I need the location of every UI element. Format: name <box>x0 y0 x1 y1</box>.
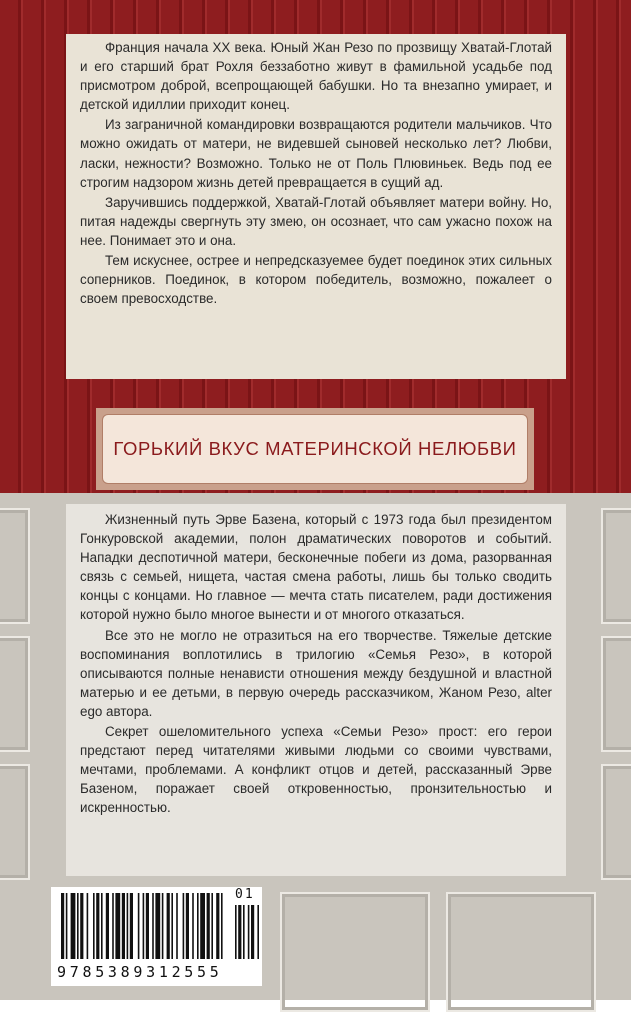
barcode-bar <box>167 893 170 959</box>
barcode-bar <box>207 893 210 959</box>
barcode-bar <box>155 893 160 959</box>
barcode-bar <box>106 893 109 959</box>
tagline-text: ГОРЬКИЙ ВКУС МАТЕРИНСКОЙ НЕЛЮБВИ <box>113 438 517 459</box>
barcode-addon-bar <box>248 905 250 959</box>
bottom-blurb-paragraph-2: Все это не могло не отразиться на его творчестве. Тяжелые детские воспоминания воплотились в трилогию «Семья Резо», в которой описываются полные ненависти отношения между бездушной и властной матерью и ее детьми, в первую очередь рассказчиком, Жаном Резо, alter ego автора. <box>80 627 552 719</box>
wall-moulding <box>280 892 430 1012</box>
barcode-bar <box>127 893 129 959</box>
barcode-bar <box>221 893 223 959</box>
barcode-bar <box>61 893 64 959</box>
barcode-bar <box>211 893 213 959</box>
top-blurb-paragraph-1: Франция начала XX века. Юный Жан Резо по прозвищу Хватай-Глотай и его старший брат Рохля беззаботно живут в фамильной усадьбе под присмотром доброй, всепрощающей бабушки. Но та внезапно умирает, и детской идиллии приходит конец. <box>80 40 552 113</box>
top-blurb-paragraph-3: Заручившись поддержкой, Хватай-Глотай объявляет матери войну. Но, питая надежды свергнуть эту змею, он осознает, что сам ужасно похож на нее. Понимает это и она. <box>80 194 552 248</box>
wall-moulding <box>601 636 631 752</box>
barcode-bar <box>101 893 103 959</box>
wall-moulding <box>446 892 596 1012</box>
barcode-bar <box>66 893 68 959</box>
top-blurb-paragraph-4: Тем искуснее, острее и непредсказуемее будет поединок этих сильных соперников. Поединок, в котором победитель, возможно, пожалеет о своем превосходстве. <box>80 253 552 307</box>
barcode-bar <box>138 893 140 959</box>
top-blurb <box>80 38 552 309</box>
barcode-bar <box>122 893 125 959</box>
barcode-addon-bar <box>235 905 237 959</box>
barcode-bar <box>162 893 164 959</box>
barcode-addon-bar <box>238 905 241 959</box>
barcode-addon-bar <box>243 905 245 959</box>
barcode-bar <box>197 893 199 959</box>
barcode-bar <box>96 893 99 959</box>
bottom-blurb <box>80 510 552 819</box>
bottom-blurb-paragraph-1: Жизненный путь Эрве Базена, который с 1973 года был президентом Гонкуровской академии, полон драматических поворотов и событий. Нападки деспотичной матери, бесконечные побеги из дома, разорванная связь с семьей, нищета, частая смена работы, лишь бы только сводить концы с концами. Но главное — мечта стать писателем, ради достижения которой нужно было многое вынести и от многого отказаться. <box>80 512 552 623</box>
barcode-addon-digits: 01 <box>235 887 255 902</box>
wall-moulding <box>0 508 30 624</box>
barcode-bar <box>143 893 145 959</box>
isbn-digits: 9785389312555 <box>57 963 223 981</box>
barcode-bar <box>130 893 133 959</box>
barcode-bar <box>80 893 83 959</box>
barcode-bar <box>171 893 173 959</box>
isbn-barcode <box>51 887 262 986</box>
barcode-bar <box>186 893 189 959</box>
barcode-bar <box>93 893 95 959</box>
barcode-bar <box>152 893 154 959</box>
barcode-bar <box>183 893 185 959</box>
barcode-bar <box>77 893 79 959</box>
wall-moulding <box>0 636 30 752</box>
barcode-bar <box>115 893 120 959</box>
bottom-blurb-paragraph-3: Секрет ошеломительного успеха «Семьи Резо» прост: его герои предстают перед читателями живыми людьми со своими чувствами, мечтами, проблемами. А конфликт отцов и детей, рассказанный Эрве Базеном, поражает своей откровенностью, пронзительностью и искренностью. <box>80 724 552 816</box>
wall-moulding <box>601 764 631 880</box>
barcode-bar <box>146 893 149 959</box>
barcode-bar <box>71 893 76 959</box>
barcode-bar <box>176 893 178 959</box>
barcode-bar <box>192 893 194 959</box>
barcode-addon-bar <box>251 905 254 959</box>
barcode-bar <box>87 893 89 959</box>
barcode-addon-bar <box>257 905 259 959</box>
barcode-bar <box>216 893 219 959</box>
barcode-bar <box>112 893 114 959</box>
barcode-bar <box>200 893 205 959</box>
tagline-banner <box>102 414 528 484</box>
wall-moulding <box>601 508 631 624</box>
top-blurb-paragraph-2: Из заграничной командировки возвращаются родители мальчиков. Что можно ожидать от матери, не видевшей сыновей несколько лет? Любви, ласки, нежности? Возможно. Только не от Поль Плювиньек. Ведь под ее строгим надзором жизнь детей превращается в сущий ад. <box>80 117 552 190</box>
wall-moulding <box>0 764 30 880</box>
